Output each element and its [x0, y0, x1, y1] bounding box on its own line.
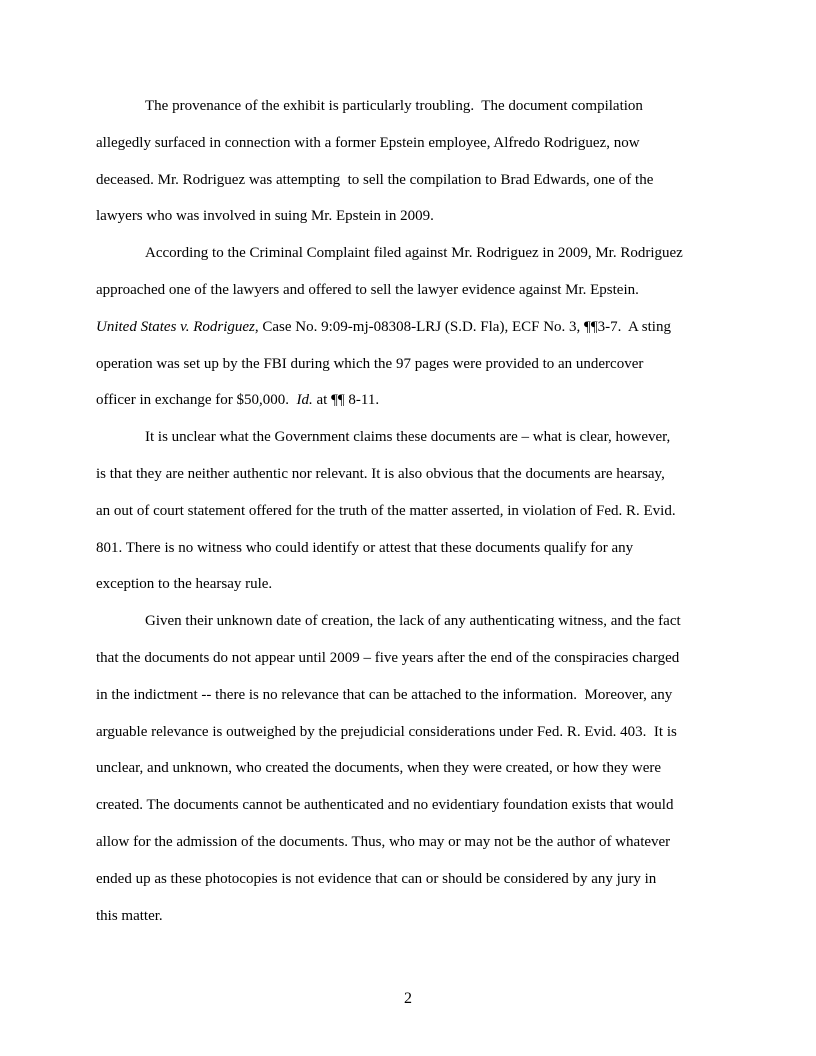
citation-details: , Case No. 9:09-mj-08308-LRJ (S.D. Fla), ECF No. 3, ¶¶3-7. A sting: [254, 319, 671, 335]
paragraph-4-line-3: in the indictment -- there is no relevance that can be attached to the information. Moreover, any: [96, 687, 673, 703]
paragraph-2-line-5: [96, 391, 379, 409]
paragraph-4-line-9: this matter.: [96, 908, 163, 924]
paragraph-1-line-2: allegedly surfaced in connection with a former Epstein employee, Alfredo Rodriguez, now: [96, 135, 640, 151]
paragraph-3-line-5: exception to the hearsay rule.: [96, 576, 273, 592]
paragraph-4-line-8: ended up as these photocopies is not evidence that can or should be considered by any jury in: [96, 871, 657, 887]
paragraph-1-line-4: lawyers who was involved in suing Mr. Epstein in 2009.: [96, 208, 434, 224]
paragraph-2-last-line-suffix: at ¶¶ 8-11.: [312, 392, 380, 408]
paragraph-3-line-4: 801. There is no witness who could identify or attest that these documents qualify for any: [96, 540, 634, 556]
paragraph-4-line-2: that the documents do not appear until 2009 – five years after the end of the conspiracies charged: [96, 650, 680, 666]
paragraph-1-line-1: The provenance of the exhibit is particularly troubling. The document compilation: [145, 98, 643, 114]
case-citation: United States v. Rodriguez: [96, 319, 255, 335]
paragraph-2-last-line-prefix: officer in exchange for $50,000.: [96, 392, 297, 408]
paragraph-1-line-3: deceased. Mr. Rodriguez was attempting to sell the compilation to Brad Edwards, one of the: [96, 172, 654, 188]
paragraph-2-line-3: [96, 318, 671, 336]
paragraph-4-line-4: arguable relevance is outweighed by the prejudicial considerations under Fed. R. Evid. 403. It is: [96, 724, 677, 740]
paragraph-3-line-3: an out of court statement offered for the truth of the matter asserted, in violation of Fed. R. Evid.: [96, 503, 676, 519]
paragraph-2-line-4: operation was set up by the FBI during which the 97 pages were provided to an undercover: [96, 356, 644, 372]
paragraph-4-line-1: Given their unknown date of creation, the lack of any authenticating witness, and the fact: [145, 613, 681, 629]
paragraph-3-line-1: It is unclear what the Government claims these documents are – what is clear, however,: [145, 429, 671, 445]
paragraph-4-line-6: created. The documents cannot be authenticated and no evidentiary foundation exists that would: [96, 797, 674, 813]
id-citation: Id.: [296, 392, 313, 408]
paragraph-4-line-5: unclear, and unknown, who created the documents, when they were created, or how they were: [96, 760, 662, 776]
paragraph-3-line-2: is that they are neither authentic nor relevant. It is also obvious that the documents are hearsay,: [96, 466, 665, 482]
paragraph-4-line-7: allow for the admission of the documents. Thus, who may or may not be the author of whatever: [96, 834, 671, 850]
paragraph-2-line-2: approached one of the lawyers and offered to sell the lawyer evidence against Mr. Epstein.: [96, 282, 639, 298]
page-number: 2: [404, 990, 412, 1007]
paragraph-2-line-1: According to the Criminal Complaint filed against Mr. Rodriguez in 2009, Mr. Rodriguez: [145, 245, 683, 261]
